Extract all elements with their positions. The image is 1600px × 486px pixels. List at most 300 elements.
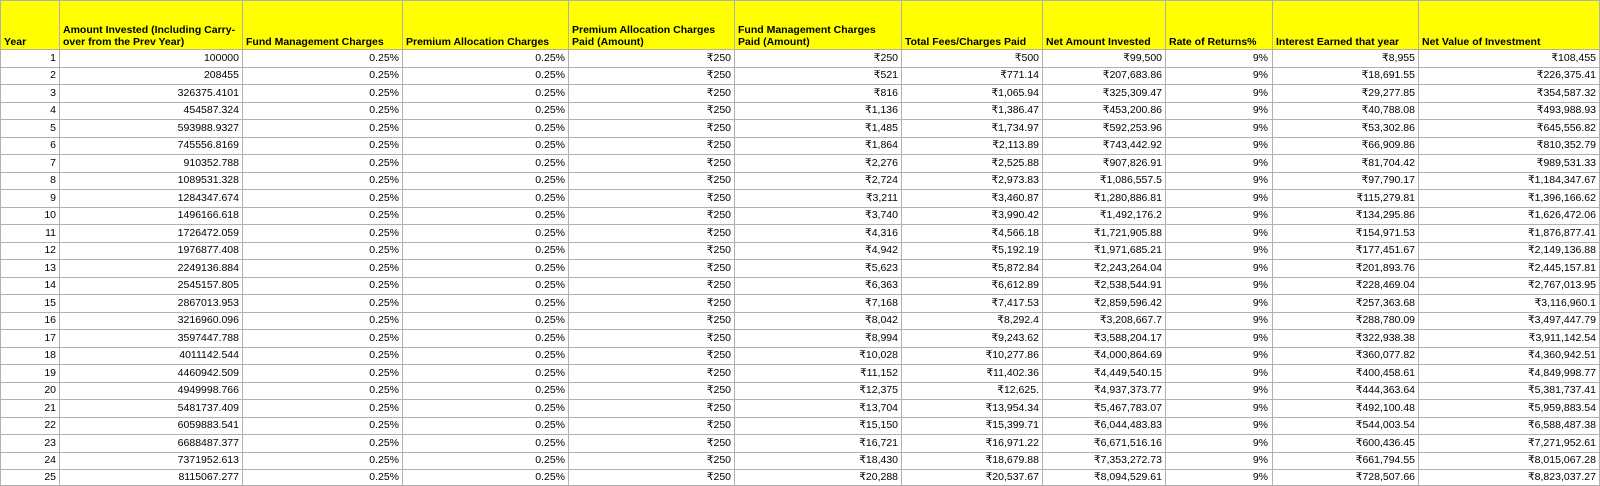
cell-rate-of-returns[interactable]: 9% [1166, 365, 1273, 383]
cell-total-fees[interactable]: ₹18,679.88 [902, 452, 1043, 470]
cell-year[interactable]: 16 [1, 312, 60, 330]
cell-fund-management-paid[interactable]: ₹11,152 [735, 365, 902, 383]
cell-fund-management-charges[interactable]: 0.25% [243, 365, 403, 383]
cell-premium-allocation-charges[interactable]: 0.25% [403, 190, 569, 208]
cell-amount-invested[interactable]: 6688487.377 [60, 435, 243, 453]
cell-premium-allocation-charges[interactable]: 0.25% [403, 155, 569, 173]
cell-rate-of-returns[interactable]: 9% [1166, 50, 1273, 68]
cell-net-amount-invested[interactable]: ₹4,449,540.15 [1043, 365, 1166, 383]
cell-premium-allocation-charges[interactable]: 0.25% [403, 277, 569, 295]
cell-total-fees[interactable]: ₹2,525.88 [902, 155, 1043, 173]
cell-net-amount-invested[interactable]: ₹7,353,272.73 [1043, 452, 1166, 470]
table-row [1, 50, 1600, 68]
cell-premium-allocation-paid[interactable]: ₹250 [569, 242, 735, 260]
cell-total-fees[interactable]: ₹7,417.53 [902, 295, 1043, 313]
cell-rate-of-returns[interactable]: 9% [1166, 155, 1273, 173]
cell-interest-earned[interactable]: ₹177,451.67 [1273, 242, 1419, 260]
cell-net-value[interactable]: ₹8,823,037.27 [1419, 470, 1600, 486]
cell-premium-allocation-paid[interactable]: ₹250 [569, 470, 735, 486]
cell-total-fees[interactable]: ₹9,243.62 [902, 330, 1043, 348]
cell-year[interactable]: 21 [1, 400, 60, 418]
cell-interest-earned[interactable]: ₹66,909.86 [1273, 137, 1419, 155]
cell-rate-of-returns[interactable]: 9% [1166, 137, 1273, 155]
cell-net-value[interactable]: ₹8,015,067.28 [1419, 452, 1600, 470]
cell-amount-invested[interactable]: 1496166.618 [60, 207, 243, 225]
cell-fund-management-paid[interactable]: ₹1,864 [735, 137, 902, 155]
cell-net-amount-invested[interactable]: ₹907,826.91 [1043, 155, 1166, 173]
cell-fund-management-paid[interactable]: ₹3,740 [735, 207, 902, 225]
cell-interest-earned[interactable]: ₹661,794.55 [1273, 452, 1419, 470]
cell-total-fees[interactable]: ₹8,292.4 [902, 312, 1043, 330]
cell-fund-management-charges[interactable]: 0.25% [243, 242, 403, 260]
cell-rate-of-returns[interactable]: 9% [1166, 470, 1273, 486]
cell-premium-allocation-charges[interactable]: 0.25% [403, 225, 569, 243]
cell-year[interactable]: 2 [1, 67, 60, 85]
cell-fund-management-charges[interactable]: 0.25% [243, 207, 403, 225]
cell-premium-allocation-paid[interactable]: ₹250 [569, 102, 735, 120]
cell-net-amount-invested[interactable]: ₹8,094,529.61 [1043, 470, 1166, 486]
cell-rate-of-returns[interactable]: 9% [1166, 120, 1273, 138]
cell-interest-earned[interactable]: ₹288,780.09 [1273, 312, 1419, 330]
cell-net-amount-invested[interactable]: ₹1,721,905.88 [1043, 225, 1166, 243]
cell-total-fees[interactable]: ₹1,386.47 [902, 102, 1043, 120]
cell-year[interactable]: 23 [1, 435, 60, 453]
cell-interest-earned[interactable]: ₹8,955 [1273, 50, 1419, 68]
cell-net-amount-invested[interactable]: ₹1,086,557.5 [1043, 172, 1166, 190]
header-total-fees[interactable]: Total Fees/Charges Paid [902, 1, 1043, 50]
cell-net-value[interactable]: ₹810,352.79 [1419, 137, 1600, 155]
cell-rate-of-returns[interactable]: 9% [1166, 347, 1273, 365]
cell-year[interactable]: 25 [1, 470, 60, 486]
cell-premium-allocation-paid[interactable]: ₹250 [569, 225, 735, 243]
cell-net-amount-invested[interactable]: ₹1,971,685.21 [1043, 242, 1166, 260]
table-row [1, 242, 1600, 260]
cell-year[interactable]: 1 [1, 50, 60, 68]
cell-total-fees[interactable]: ₹20,537.67 [902, 470, 1043, 486]
cell-premium-allocation-paid[interactable]: ₹250 [569, 365, 735, 383]
cell-premium-allocation-charges[interactable]: 0.25% [403, 50, 569, 68]
cell-premium-allocation-charges[interactable]: 0.25% [403, 102, 569, 120]
cell-year[interactable]: 15 [1, 295, 60, 313]
cell-rate-of-returns[interactable]: 9% [1166, 435, 1273, 453]
cell-total-fees[interactable]: ₹15,399.71 [902, 417, 1043, 435]
cell-rate-of-returns[interactable]: 9% [1166, 295, 1273, 313]
cell-net-amount-invested[interactable]: ₹1,280,886.81 [1043, 190, 1166, 208]
table-row [1, 155, 1600, 173]
cell-amount-invested[interactable]: 910352.788 [60, 155, 243, 173]
cell-net-value[interactable]: ₹3,497,447.79 [1419, 312, 1600, 330]
header-interest-earned[interactable]: Interest Earned that year [1273, 1, 1419, 50]
cell-premium-allocation-charges[interactable]: 0.25% [403, 67, 569, 85]
cell-amount-invested[interactable]: 5481737.409 [60, 400, 243, 418]
cell-rate-of-returns[interactable]: 9% [1166, 452, 1273, 470]
cell-rate-of-returns[interactable]: 9% [1166, 207, 1273, 225]
cell-amount-invested[interactable]: 326375.4101 [60, 85, 243, 103]
cell-interest-earned[interactable]: ₹728,507.66 [1273, 470, 1419, 486]
cell-net-amount-invested[interactable]: ₹207,683.86 [1043, 67, 1166, 85]
cell-interest-earned[interactable]: ₹400,458.61 [1273, 365, 1419, 383]
cell-interest-earned[interactable]: ₹18,691.55 [1273, 67, 1419, 85]
cell-fund-management-paid[interactable]: ₹8,994 [735, 330, 902, 348]
cell-fund-management-paid[interactable]: ₹2,724 [735, 172, 902, 190]
cell-premium-allocation-charges[interactable]: 0.25% [403, 172, 569, 190]
cell-fund-management-charges[interactable]: 0.25% [243, 85, 403, 103]
cell-year[interactable]: 22 [1, 417, 60, 435]
table-row [1, 172, 1600, 190]
cell-premium-allocation-paid[interactable]: ₹250 [569, 435, 735, 453]
cell-net-value[interactable]: ₹645,556.82 [1419, 120, 1600, 138]
cell-total-fees[interactable]: ₹5,192.19 [902, 242, 1043, 260]
cell-premium-allocation-paid[interactable]: ₹250 [569, 120, 735, 138]
cell-amount-invested[interactable]: 1284347.674 [60, 190, 243, 208]
cell-total-fees[interactable]: ₹5,872.84 [902, 260, 1043, 278]
cell-fund-management-charges[interactable]: 0.25% [243, 330, 403, 348]
cell-amount-invested[interactable]: 7371952.613 [60, 452, 243, 470]
table-row [1, 470, 1600, 486]
cell-fund-management-charges[interactable]: 0.25% [243, 67, 403, 85]
cell-year[interactable]: 14 [1, 277, 60, 295]
cell-total-fees[interactable]: ₹16,971.22 [902, 435, 1043, 453]
cell-total-fees[interactable]: ₹10,277.86 [902, 347, 1043, 365]
cell-fund-management-charges[interactable]: 0.25% [243, 155, 403, 173]
cell-amount-invested[interactable]: 100000 [60, 50, 243, 68]
cell-year[interactable]: 4 [1, 102, 60, 120]
cell-net-value[interactable]: ₹6,588,487.38 [1419, 417, 1600, 435]
cell-amount-invested[interactable]: 8115067.277 [60, 470, 243, 486]
cell-rate-of-returns[interactable]: 9% [1166, 242, 1273, 260]
cell-net-amount-invested[interactable]: ₹2,538,544.91 [1043, 277, 1166, 295]
cell-net-amount-invested[interactable]: ₹3,588,204.17 [1043, 330, 1166, 348]
cell-net-amount-invested[interactable]: ₹99,500 [1043, 50, 1166, 68]
cell-interest-earned[interactable]: ₹53,302.86 [1273, 120, 1419, 138]
cell-interest-earned[interactable]: ₹154,971.53 [1273, 225, 1419, 243]
cell-premium-allocation-paid[interactable]: ₹250 [569, 207, 735, 225]
cell-rate-of-returns[interactable]: 9% [1166, 102, 1273, 120]
cell-year[interactable]: 24 [1, 452, 60, 470]
table-row [1, 102, 1600, 120]
cell-rate-of-returns[interactable]: 9% [1166, 277, 1273, 295]
cell-amount-invested[interactable]: 3216960.096 [60, 312, 243, 330]
cell-fund-management-charges[interactable]: 0.25% [243, 382, 403, 400]
cell-fund-management-paid[interactable]: ₹18,430 [735, 452, 902, 470]
cell-premium-allocation-paid[interactable]: ₹250 [569, 137, 735, 155]
cell-net-value[interactable]: ₹226,375.41 [1419, 67, 1600, 85]
cell-fund-management-charges[interactable]: 0.25% [243, 312, 403, 330]
cell-interest-earned[interactable]: ₹492,100.48 [1273, 400, 1419, 418]
cell-premium-allocation-charges[interactable]: 0.25% [403, 417, 569, 435]
cell-premium-allocation-charges[interactable]: 0.25% [403, 137, 569, 155]
header-fund-management-paid[interactable]: Fund Management Charges Paid (Amount) [735, 1, 902, 50]
cell-year[interactable]: 18 [1, 347, 60, 365]
cell-net-value[interactable]: ₹3,116,960.1 [1419, 295, 1600, 313]
cell-fund-management-charges[interactable]: 0.25% [243, 225, 403, 243]
cell-net-value[interactable]: ₹108,455 [1419, 50, 1600, 68]
cell-year[interactable]: 3 [1, 85, 60, 103]
cell-fund-management-charges[interactable]: 0.25% [243, 172, 403, 190]
cell-net-amount-invested[interactable]: ₹743,442.92 [1043, 137, 1166, 155]
cell-fund-management-paid[interactable]: ₹4,316 [735, 225, 902, 243]
cell-total-fees[interactable]: ₹771.14 [902, 67, 1043, 85]
cell-net-value[interactable]: ₹493,988.93 [1419, 102, 1600, 120]
cell-total-fees[interactable]: ₹3,990.42 [902, 207, 1043, 225]
cell-amount-invested[interactable]: 2249136.884 [60, 260, 243, 278]
cell-net-value[interactable]: ₹4,360,942.51 [1419, 347, 1600, 365]
cell-premium-allocation-charges[interactable]: 0.25% [403, 242, 569, 260]
cell-fund-management-charges[interactable]: 0.25% [243, 277, 403, 295]
cell-amount-invested[interactable]: 2545157.805 [60, 277, 243, 295]
cell-amount-invested[interactable]: 4460942.509 [60, 365, 243, 383]
cell-net-amount-invested[interactable]: ₹453,200.86 [1043, 102, 1166, 120]
cell-year[interactable]: 17 [1, 330, 60, 348]
cell-year[interactable]: 20 [1, 382, 60, 400]
cell-premium-allocation-paid[interactable]: ₹250 [569, 155, 735, 173]
cell-fund-management-charges[interactable]: 0.25% [243, 347, 403, 365]
cell-interest-earned[interactable]: ₹40,788.08 [1273, 102, 1419, 120]
table-row [1, 137, 1600, 155]
header-year[interactable]: Year [1, 1, 60, 50]
header-fund-management-charges[interactable]: Fund Management Charges [243, 1, 403, 50]
cell-year[interactable]: 19 [1, 365, 60, 383]
cell-interest-earned[interactable]: ₹115,279.81 [1273, 190, 1419, 208]
cell-year[interactable]: 10 [1, 207, 60, 225]
cell-fund-management-paid[interactable]: ₹2,276 [735, 155, 902, 173]
cell-fund-management-paid[interactable]: ₹15,150 [735, 417, 902, 435]
cell-year[interactable]: 11 [1, 225, 60, 243]
cell-interest-earned[interactable]: ₹29,277.85 [1273, 85, 1419, 103]
cell-rate-of-returns[interactable]: 9% [1166, 85, 1273, 103]
cell-net-value[interactable]: ₹4,849,998.77 [1419, 365, 1600, 383]
cell-fund-management-paid[interactable]: ₹12,375 [735, 382, 902, 400]
cell-interest-earned[interactable]: ₹201,893.76 [1273, 260, 1419, 278]
cell-premium-allocation-paid[interactable]: ₹250 [569, 260, 735, 278]
cell-premium-allocation-paid[interactable]: ₹250 [569, 85, 735, 103]
cell-net-amount-invested[interactable]: ₹4,000,864.69 [1043, 347, 1166, 365]
cell-fund-management-charges[interactable]: 0.25% [243, 137, 403, 155]
cell-fund-management-paid[interactable]: ₹3,211 [735, 190, 902, 208]
cell-fund-management-paid[interactable]: ₹7,168 [735, 295, 902, 313]
cell-fund-management-charges[interactable]: 0.25% [243, 435, 403, 453]
cell-net-value[interactable]: ₹354,587.32 [1419, 85, 1600, 103]
cell-net-amount-invested[interactable]: ₹325,309.47 [1043, 85, 1166, 103]
cell-fund-management-charges[interactable]: 0.25% [243, 417, 403, 435]
table-row [1, 225, 1600, 243]
cell-fund-management-paid[interactable]: ₹16,721 [735, 435, 902, 453]
cell-fund-management-paid[interactable]: ₹5,623 [735, 260, 902, 278]
cell-premium-allocation-paid[interactable]: ₹250 [569, 50, 735, 68]
cell-premium-allocation-paid[interactable]: ₹250 [569, 347, 735, 365]
cell-year[interactable]: 13 [1, 260, 60, 278]
cell-premium-allocation-paid[interactable]: ₹250 [569, 312, 735, 330]
cell-amount-invested[interactable]: 3597447.788 [60, 330, 243, 348]
cell-total-fees[interactable]: ₹1,734.97 [902, 120, 1043, 138]
cell-net-value[interactable]: ₹989,531.33 [1419, 155, 1600, 173]
cell-rate-of-returns[interactable]: 9% [1166, 67, 1273, 85]
cell-net-amount-invested[interactable]: ₹592,253.96 [1043, 120, 1166, 138]
cell-net-amount-invested[interactable]: ₹1,492,176.2 [1043, 207, 1166, 225]
cell-net-amount-invested[interactable]: ₹4,937,373.77 [1043, 382, 1166, 400]
cell-amount-invested[interactable]: 208455 [60, 67, 243, 85]
cell-interest-earned[interactable]: ₹360,077.82 [1273, 347, 1419, 365]
cell-fund-management-paid[interactable]: ₹10,028 [735, 347, 902, 365]
cell-year[interactable]: 8 [1, 172, 60, 190]
header-premium-allocation-charges[interactable]: Premium Allocation Charges [403, 1, 569, 50]
cell-amount-invested[interactable]: 4949998.766 [60, 382, 243, 400]
table-row [1, 295, 1600, 313]
cell-amount-invested[interactable]: 1726472.059 [60, 225, 243, 243]
cell-amount-invested[interactable]: 745556.8169 [60, 137, 243, 155]
cell-interest-earned[interactable]: ₹544,003.54 [1273, 417, 1419, 435]
cell-net-value[interactable]: ₹2,445,157.81 [1419, 260, 1600, 278]
cell-premium-allocation-charges[interactable]: 0.25% [403, 330, 569, 348]
cell-fund-management-charges[interactable]: 0.25% [243, 400, 403, 418]
cell-net-value[interactable]: ₹5,959,883.54 [1419, 400, 1600, 418]
table-row [1, 207, 1600, 225]
table-row [1, 120, 1600, 138]
cell-premium-allocation-charges[interactable]: 0.25% [403, 365, 569, 383]
cell-total-fees[interactable]: ₹6,612.89 [902, 277, 1043, 295]
cell-rate-of-returns[interactable]: 9% [1166, 312, 1273, 330]
cell-fund-management-paid[interactable]: ₹6,363 [735, 277, 902, 295]
cell-rate-of-returns[interactable]: 9% [1166, 382, 1273, 400]
cell-premium-allocation-charges[interactable]: 0.25% [403, 452, 569, 470]
cell-fund-management-paid[interactable]: ₹816 [735, 85, 902, 103]
cell-net-amount-invested[interactable]: ₹3,208,667.7 [1043, 312, 1166, 330]
cell-fund-management-charges[interactable]: 0.25% [243, 120, 403, 138]
cell-premium-allocation-charges[interactable]: 0.25% [403, 120, 569, 138]
cell-amount-invested[interactable]: 6059883.541 [60, 417, 243, 435]
cell-total-fees[interactable]: ₹12,625. [902, 382, 1043, 400]
cell-year[interactable]: 6 [1, 137, 60, 155]
cell-fund-management-paid[interactable]: ₹4,942 [735, 242, 902, 260]
cell-premium-allocation-paid[interactable]: ₹250 [569, 172, 735, 190]
cell-amount-invested[interactable]: 454587.324 [60, 102, 243, 120]
cell-total-fees[interactable]: ₹3,460.87 [902, 190, 1043, 208]
cell-rate-of-returns[interactable]: 9% [1166, 225, 1273, 243]
cell-fund-management-charges[interactable]: 0.25% [243, 190, 403, 208]
cell-total-fees[interactable]: ₹13,954.34 [902, 400, 1043, 418]
cell-premium-allocation-paid[interactable]: ₹250 [569, 330, 735, 348]
cell-net-value[interactable]: ₹2,149,136.88 [1419, 242, 1600, 260]
cell-premium-allocation-charges[interactable]: 0.25% [403, 382, 569, 400]
cell-year[interactable]: 9 [1, 190, 60, 208]
cell-premium-allocation-paid[interactable]: ₹250 [569, 190, 735, 208]
cell-interest-earned[interactable]: ₹134,295.86 [1273, 207, 1419, 225]
cell-interest-earned[interactable]: ₹600,436.45 [1273, 435, 1419, 453]
cell-net-value[interactable]: ₹2,767,013.95 [1419, 277, 1600, 295]
cell-fund-management-charges[interactable]: 0.25% [243, 452, 403, 470]
cell-amount-invested[interactable]: 1976877.408 [60, 242, 243, 260]
cell-net-amount-invested[interactable]: ₹6,671,516.16 [1043, 435, 1166, 453]
cell-interest-earned[interactable]: ₹257,363.68 [1273, 295, 1419, 313]
cell-net-value[interactable]: ₹1,396,166.62 [1419, 190, 1600, 208]
cell-premium-allocation-paid[interactable]: ₹250 [569, 295, 735, 313]
cell-amount-invested[interactable]: 2867013.953 [60, 295, 243, 313]
cell-net-value[interactable]: ₹1,626,472.06 [1419, 207, 1600, 225]
cell-total-fees[interactable]: ₹500 [902, 50, 1043, 68]
cell-premium-allocation-charges[interactable]: 0.25% [403, 312, 569, 330]
cell-premium-allocation-paid[interactable]: ₹250 [569, 417, 735, 435]
cell-interest-earned[interactable]: ₹97,790.17 [1273, 172, 1419, 190]
cell-premium-allocation-charges[interactable]: 0.25% [403, 470, 569, 486]
cell-fund-management-charges[interactable]: 0.25% [243, 50, 403, 68]
cell-year[interactable]: 12 [1, 242, 60, 260]
cell-rate-of-returns[interactable]: 9% [1166, 172, 1273, 190]
cell-premium-allocation-charges[interactable]: 0.25% [403, 400, 569, 418]
header-premium-allocation-paid[interactable]: Premium Allocation Charges Paid (Amount) [569, 1, 735, 50]
cell-premium-allocation-paid[interactable]: ₹250 [569, 67, 735, 85]
cell-rate-of-returns[interactable]: 9% [1166, 417, 1273, 435]
cell-fund-management-charges[interactable]: 0.25% [243, 470, 403, 486]
cell-net-amount-invested[interactable]: ₹6,044,483.83 [1043, 417, 1166, 435]
cell-total-fees[interactable]: ₹11,402.36 [902, 365, 1043, 383]
cell-premium-allocation-paid[interactable]: ₹250 [569, 400, 735, 418]
cell-interest-earned[interactable]: ₹228,469.04 [1273, 277, 1419, 295]
cell-fund-management-paid[interactable]: ₹521 [735, 67, 902, 85]
header-row [1, 1, 1600, 50]
table-row [1, 417, 1600, 435]
header-net-value[interactable]: Net Value of Investment [1419, 1, 1600, 50]
cell-total-fees[interactable]: ₹1,065.94 [902, 85, 1043, 103]
cell-fund-management-charges[interactable]: 0.25% [243, 260, 403, 278]
cell-fund-management-paid[interactable]: ₹20,288 [735, 470, 902, 486]
cell-interest-earned[interactable]: ₹322,938.38 [1273, 330, 1419, 348]
cell-net-value[interactable]: ₹5,381,737.41 [1419, 382, 1600, 400]
cell-fund-management-paid[interactable]: ₹1,485 [735, 120, 902, 138]
cell-total-fees[interactable]: ₹2,113.89 [902, 137, 1043, 155]
cell-premium-allocation-paid[interactable]: ₹250 [569, 382, 735, 400]
cell-premium-allocation-charges[interactable]: 0.25% [403, 85, 569, 103]
cell-fund-management-paid[interactable]: ₹1,136 [735, 102, 902, 120]
cell-net-amount-invested[interactable]: ₹5,467,783.07 [1043, 400, 1166, 418]
cell-amount-invested[interactable]: 593988.9327 [60, 120, 243, 138]
cell-year[interactable]: 5 [1, 120, 60, 138]
cell-premium-allocation-charges[interactable]: 0.25% [403, 347, 569, 365]
cell-net-value[interactable]: ₹1,184,347.67 [1419, 172, 1600, 190]
cell-amount-invested[interactable]: 4011142.544 [60, 347, 243, 365]
cell-premium-allocation-paid[interactable]: ₹250 [569, 452, 735, 470]
cell-net-value[interactable]: ₹3,911,142.54 [1419, 330, 1600, 348]
cell-net-amount-invested[interactable]: ₹2,243,264.04 [1043, 260, 1166, 278]
header-net-amount-invested[interactable]: Net Amount Invested [1043, 1, 1166, 50]
cell-premium-allocation-charges[interactable]: 0.25% [403, 295, 569, 313]
cell-interest-earned[interactable]: ₹81,704.42 [1273, 155, 1419, 173]
cell-fund-management-charges[interactable]: 0.25% [243, 295, 403, 313]
cell-total-fees[interactable]: ₹2,973.83 [902, 172, 1043, 190]
cell-year[interactable]: 7 [1, 155, 60, 173]
cell-premium-allocation-charges[interactable]: 0.25% [403, 260, 569, 278]
cell-amount-invested[interactable]: 1089531.328 [60, 172, 243, 190]
cell-premium-allocation-paid[interactable]: ₹250 [569, 277, 735, 295]
cell-rate-of-returns[interactable]: 9% [1166, 400, 1273, 418]
header-amount-invested[interactable]: Amount Invested (Including Carry-over from the Prev Year) [60, 1, 243, 50]
cell-rate-of-returns[interactable]: 9% [1166, 190, 1273, 208]
table-row [1, 347, 1600, 365]
cell-fund-management-paid[interactable]: ₹8,042 [735, 312, 902, 330]
cell-total-fees[interactable]: ₹4,566.18 [902, 225, 1043, 243]
cell-premium-allocation-charges[interactable]: 0.25% [403, 435, 569, 453]
cell-net-value[interactable]: ₹1,876,877.41 [1419, 225, 1600, 243]
cell-rate-of-returns[interactable]: 9% [1166, 330, 1273, 348]
cell-premium-allocation-charges[interactable]: 0.25% [403, 207, 569, 225]
cell-net-amount-invested[interactable]: ₹2,859,596.42 [1043, 295, 1166, 313]
cell-fund-management-paid[interactable]: ₹13,704 [735, 400, 902, 418]
header-rate-of-returns[interactable]: Rate of Returns% [1166, 1, 1273, 50]
cell-interest-earned[interactable]: ₹444,363.64 [1273, 382, 1419, 400]
cell-net-value[interactable]: ₹7,271,952.61 [1419, 435, 1600, 453]
cell-rate-of-returns[interactable]: 9% [1166, 260, 1273, 278]
cell-fund-management-paid[interactable]: ₹250 [735, 50, 902, 68]
cell-fund-management-charges[interactable]: 0.25% [243, 102, 403, 120]
